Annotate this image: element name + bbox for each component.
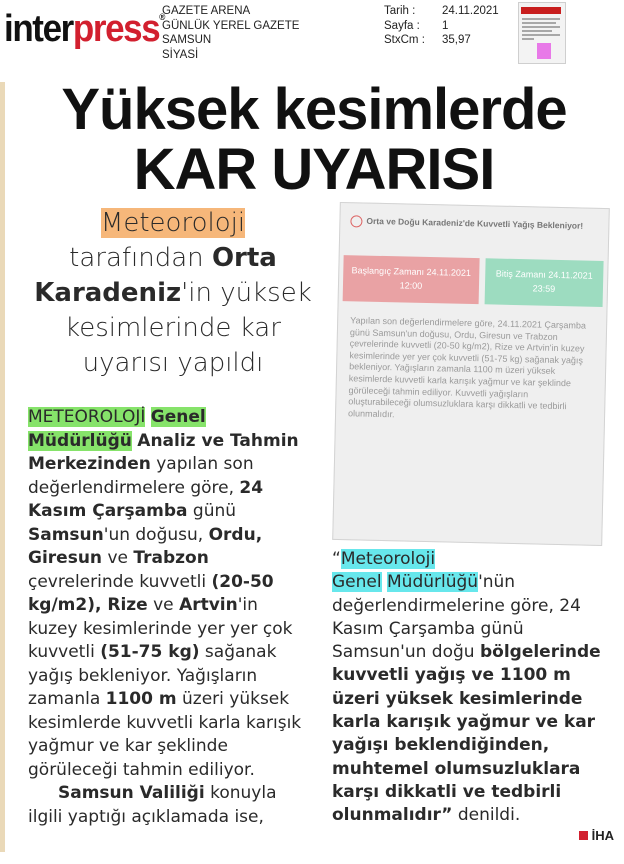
warning-icon (350, 215, 362, 227)
date-label: Tarih : (384, 5, 416, 17)
page-margin-rule (0, 82, 5, 852)
body-bold: Samsun Valiliği (58, 783, 205, 803)
credit-square-icon (579, 831, 588, 840)
quote-text: 'nün değerlendirmelerine göre, 24 Kasım Çarşamba günü Samsun'un doğu (332, 572, 581, 663)
body-bold: 24 Kasım Çarşamba (28, 477, 264, 521)
body-text: sağanak yağış bekleniyor. Yağışların zamanla (28, 642, 277, 709)
headline-line-2: KAR UYARISI (133, 137, 495, 202)
body-text: ve (153, 595, 174, 615)
body-bold: Samsun (28, 524, 104, 545)
body-text: 'un doğusu, (103, 524, 204, 545)
stxcm-label: StxCm : (384, 34, 425, 46)
end-time-button: Bitiş Zamanı 24.11.2021 23:59 (485, 258, 604, 307)
warning-title: Orta ve Doğu Karadeniz'de Kuvvetli Yağış Bekleniyor! (366, 215, 584, 231)
credit-text: İHA (591, 828, 614, 843)
thumbnail-masthead (521, 7, 561, 14)
body-bold: Analiz ve Tahmin Merkezinden (28, 430, 299, 474)
quote-highlight-2: Genel (332, 572, 382, 593)
agency-credit (579, 828, 614, 843)
thumbnail-highlight (537, 43, 551, 59)
page-label: Sayfa : (384, 19, 420, 32)
clipping-meta (384, 4, 499, 48)
body-highlight-2: Genel Müdürlüğü (28, 407, 206, 451)
article-deck (22, 206, 324, 381)
stxcm-value: 35,97 (442, 34, 471, 46)
body-bold: (51-75 kg) (100, 642, 200, 662)
body-bold: Ordu, Giresun (28, 524, 263, 568)
body-text: günü (192, 501, 237, 521)
logo-registered: ® (159, 12, 164, 22)
page-value: 1 (442, 19, 449, 32)
body-bold: Trabzon (133, 548, 209, 568)
interpress-logo (4, 8, 164, 51)
body-text: 'in kuzey kesimlerinde yer yer çok kuvvetli (28, 595, 293, 662)
quote-text-end: denildi. (457, 805, 521, 826)
quote-paragraph (332, 548, 622, 828)
body-text: konuyla ilgili yaptığı açıklamada ise, (28, 783, 277, 827)
deck-text-2: 'in yüksek kesimlerinde kar uyarısı yapıldı (65, 278, 312, 378)
body-bold: Artvin (179, 595, 238, 615)
start-time-button: Başlangıç Zamanı 24.11.2021 12:00 (343, 255, 480, 304)
article-quote (332, 548, 622, 828)
warning-screenshot (332, 202, 610, 546)
body-paragraph-1 (28, 406, 306, 782)
body-text: ve (107, 548, 128, 568)
quote-bold: bölgelerinde kuvvetli yağış ve 1100 m üzeri yüksek kesimlerinde karla karışık yağmur ve kar yağışı beklendiğinden, muhtemel olumsuzluklara karşı dikkatli ve tedbirli olunmalıdır” (332, 642, 601, 826)
quote-mark: “ (332, 549, 341, 569)
body-bold: (20-50 kg/m2), Rize (28, 571, 274, 615)
warning-header (350, 215, 601, 259)
warning-text: Yapılan son değerlendirmelere göre, 24.11.2021 Çarşamba günü Samsun'un doğusu, Ordu, Giresun ve Trabzon çevrelerinde kuvvetli (20-50 kg/m2), Rize ve Artvin'in kuzey kesimlerinde yer yer çok kuvvetli (51-75 kg) sağanak yağış bekleniyor. Yağışların zamanla 1100 m üzeri yüksek kesimlerde kuvvetli karla karışık yağmur ve kar şeklinde görüleceği tahmin ediliyor. Kuvvetli yağışların oluşturabileceği olumsuzluklara karşı dikkatli ve tedbirli olunmalıdır. (347, 315, 587, 420)
quote-highlight-3: Müdürlüğü (387, 572, 479, 593)
logo-main: inter (4, 8, 73, 50)
date-value: 24.11.2021 (442, 5, 499, 17)
body-text: çevrelerinde kuvvetli (28, 571, 207, 592)
publication-type: GÜNLÜK YEREL GAZETE (162, 19, 300, 32)
deck-highlight: Meteoroloji (100, 208, 246, 238)
body-text: üzeri yüksek kesimlerde kuvvetli karla karışık yağmur ve kar şeklinde görüleceği tahmin ediliyor. (28, 689, 302, 780)
body-paragraph-2 (28, 782, 306, 829)
page-thumbnail[interactable] (518, 2, 566, 64)
deck-text-1: tarafından (69, 243, 204, 273)
headline-line-1: Yüksek kesimlerde (61, 77, 567, 142)
logo-accent: press (72, 8, 160, 50)
body-bold: 1100 m (105, 689, 177, 709)
article-body (28, 406, 306, 829)
body-text: yapılan son değerlendirmelere göre, (28, 454, 254, 498)
deck-bold: Orta Karadeniz (34, 243, 277, 308)
publication-meta (162, 4, 299, 62)
quote-highlight-1: Meteoroloji (340, 549, 436, 569)
publication-section: SİYASİ (162, 48, 199, 61)
body-highlight-1: METEOROLOJİ (28, 407, 146, 427)
publication-city: SAMSUN (162, 34, 212, 46)
publication-name: GAZETE ARENA (162, 5, 251, 17)
